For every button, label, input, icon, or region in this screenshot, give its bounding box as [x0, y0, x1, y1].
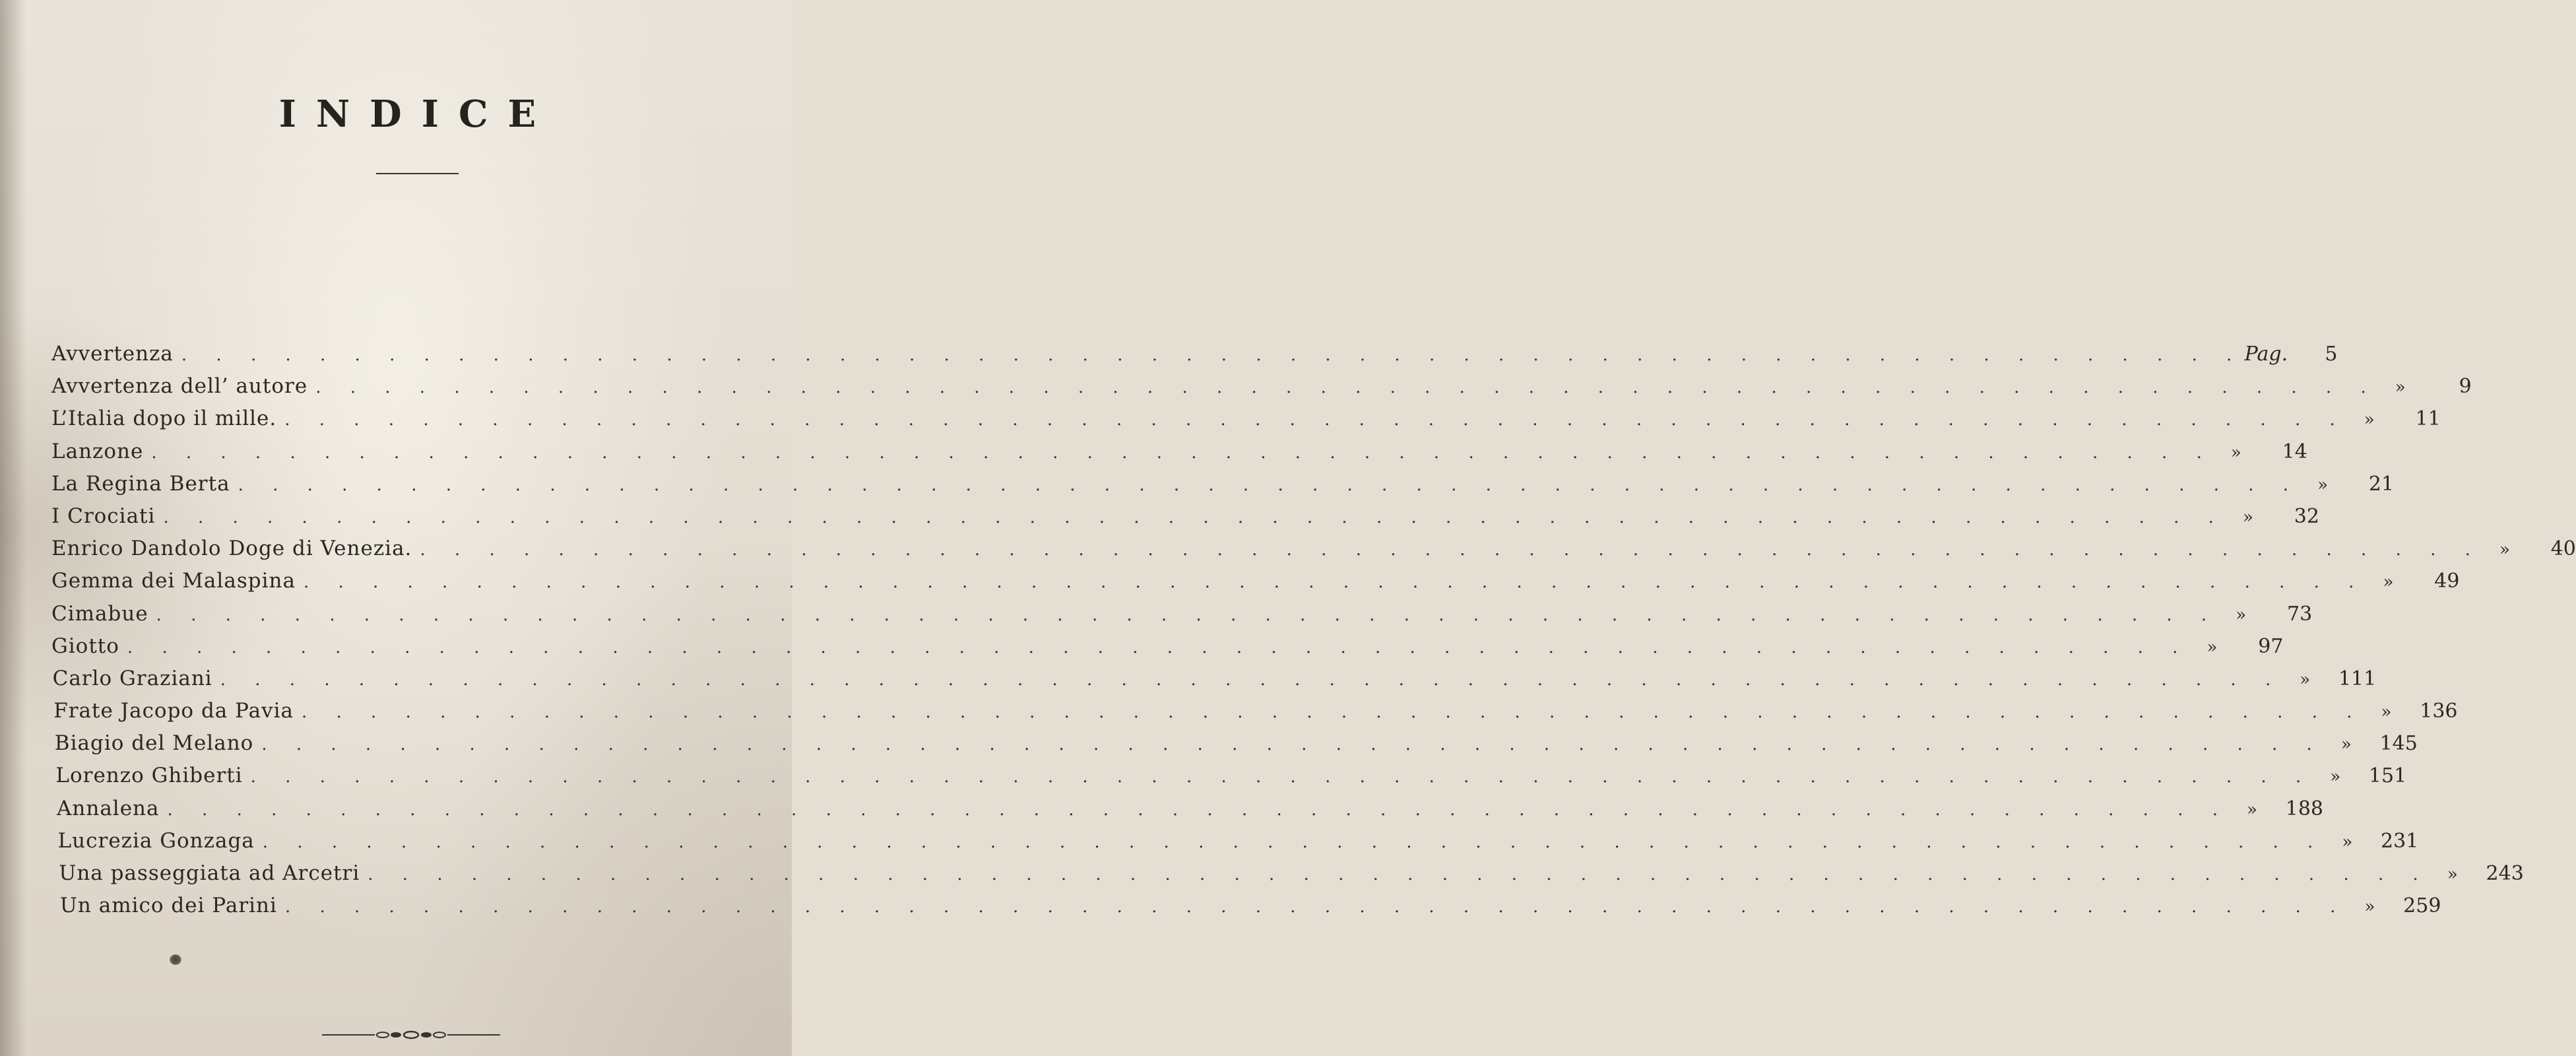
page-marker: »	[2395, 378, 2406, 398]
toc-entry	[51, 439, 2307, 472]
dot-leader: . . . . . . . . . . . . . . . . . . . . . . . . . . . . . . . . . . . . . . . . . . . . . . . . . . . . . . . . . . . .	[151, 442, 2214, 463]
toc-entry	[53, 699, 2458, 731]
dot-leader: . . . . . . . . . . . . . . . . . . . . . . . . . . . . . . . . . . . . . . . . . . . . . . . . . . . . . . . . . . . .	[284, 410, 2347, 430]
page-number: 9	[2459, 375, 2472, 399]
toc-entry	[57, 796, 2324, 829]
page-marker: »	[2242, 507, 2253, 527]
dot-leader: . . . . . . . . . . . . . . . . . . . . . . . . . . . . . . . . . . . . . . . . . . . . . . . . . . . . . . . . . . . .	[420, 540, 2482, 560]
page-number: 40	[2550, 537, 2576, 561]
toc-entry	[59, 894, 2441, 926]
toc-entry-title: L’Italia dopo il mille.	[51, 407, 277, 431]
toc-entry-title: Annalena	[57, 796, 160, 820]
page-marker: »	[2340, 735, 2352, 755]
toc-entry-title: Carlo Graziani	[52, 666, 212, 690]
toc-entry	[51, 601, 2313, 634]
page-marker: »	[2247, 799, 2257, 820]
dot-leader: . . . . . . . . . . . . . . . . . . . . . . . . . . . . . . . . . . . . . . . . . . . . . . . . . . . . . . . . . . . .	[127, 637, 2190, 657]
toc-entry-title: Gemma dei Malaspina	[51, 569, 296, 593]
toc-entry	[51, 374, 2472, 407]
dot-leader: . . . . . . . . . . . . . . . . . . . . . . . . . . . . . . . . . . . . . . . . . . . . . . . . . . . . . . . . . . . .	[315, 378, 2378, 398]
ink-stain	[170, 954, 181, 965]
toc-entry	[51, 634, 2284, 667]
page-number: 14	[2282, 440, 2307, 463]
page-number: 151	[2368, 764, 2407, 788]
page-marker: »	[2364, 897, 2375, 917]
page-number: 243	[2486, 862, 2524, 885]
page-number: 49	[2434, 570, 2460, 593]
toc-entry	[55, 764, 2407, 796]
page-number: 21	[2368, 472, 2395, 496]
page-marker: »	[2206, 637, 2218, 657]
page-number: 32	[2294, 504, 2319, 528]
toc-entry-title: Avvertenza	[51, 342, 174, 366]
dot-leader: . . . . . . . . . . . . . . . . . . . . . . . . . . . . . . . . . . . . . . . . . . . . . . . . . . . . . . . . . . . .	[302, 702, 2364, 723]
page-number: 73	[2286, 602, 2313, 626]
dot-leader: . . . . . . . . . . . . . . . . . . . . . . . . . . . . . . . . . . . . . . . . . . . . . . . . . . . . . . . . . . . .	[163, 507, 2226, 527]
toc-entry-title: Lorenzo Ghiberti	[55, 764, 243, 788]
page-number: 97	[2258, 634, 2284, 658]
dot-leader: . . . . . . . . . . . . . . . . . . . . . . . . . . . . . . . . . . . . . . . . . . . . . . . . . . . . . . . . . . . .	[238, 475, 2301, 495]
toc-entry-title: Avvertenza dell’ autore	[51, 374, 308, 399]
page-marker: »	[2300, 669, 2311, 690]
page-number: 231	[2381, 829, 2419, 853]
page-marker: »	[2364, 410, 2375, 430]
page-number: 188	[2285, 797, 2324, 820]
page-number: 111	[2338, 667, 2377, 690]
toc-entry-title: La Regina Berta	[51, 471, 230, 496]
toc-entry	[59, 861, 2524, 894]
toc-entry	[54, 731, 2418, 764]
dot-leader: . . . . . . . . . . . . . . . . . . . . . . . . . . . . . . . . . . . . . . . . . . . . . . . . . . . . . . . . . . . .	[181, 345, 2244, 365]
page-edge-shadow	[0, 0, 26, 1056]
toc-entry-title: Biagio del Melano	[54, 731, 254, 756]
toc-entry-title: Lanzone	[51, 439, 144, 463]
table-of-contents	[51, 342, 2576, 926]
page-number: 11	[2415, 407, 2441, 431]
toc-entry-title: Un amico dei Parini	[59, 894, 277, 918]
page-marker: »	[2330, 767, 2341, 787]
page-marker: »	[2447, 865, 2458, 884]
toc-entry	[51, 407, 2441, 439]
toc-entry	[51, 537, 2576, 569]
dot-leader: . . . . . . . . . . . . . . . . . . . . . . . . . . . . . . . . . . . . . . . . . . . . . . . . . . . . . . . . . . . .	[284, 897, 2348, 917]
page-marker: »	[2236, 605, 2247, 625]
page-title: INDICE	[278, 92, 556, 136]
toc-entry-title: Cimabue	[51, 601, 148, 626]
page-number: 136	[2420, 700, 2458, 723]
toc-entry-title: I Crociati	[51, 504, 156, 528]
toc-entry	[52, 666, 2377, 699]
toc-entry	[57, 828, 2419, 861]
toc-entry-title: Enrico Dandolo Doge di Venezia.	[51, 537, 412, 561]
toc-entry	[51, 342, 2338, 374]
ornament-divider	[322, 1028, 500, 1041]
page-marker: »	[2342, 832, 2353, 852]
toc-entry	[51, 471, 2395, 504]
page-marker: Pag.	[2244, 343, 2288, 366]
toc-entry-title: Frate Jacopo da Pavia	[53, 699, 294, 723]
page-marker: »	[2230, 442, 2241, 463]
dot-leader: . . . . . . . . . . . . . . . . . . . . . . . . . . . . . . . . . . . . . . . . . . . . . . . . . . . . . . . . . . . .	[156, 605, 2219, 625]
toc-entry-title: Giotto	[51, 634, 119, 658]
dot-leader: . . . . . . . . . . . . . . . . . . . . . . . . . . . . . . . . . . . . . . . . . . . . . . . . . . . . . . . . . . . .	[220, 669, 2283, 690]
dot-leader: . . . . . . . . . . . . . . . . . . . . . . . . . . . . . . . . . . . . . . . . . . . . . . . . . . . . . . . . . . . .	[303, 572, 2366, 593]
page-marker: »	[2381, 702, 2392, 723]
page-marker: »	[2499, 540, 2510, 560]
page-number: 259	[2403, 894, 2441, 918]
page-marker: »	[2383, 572, 2394, 593]
dot-leader: . . . . . . . . . . . . . . . . . . . . . . . . . . . . . . . . . . . . . . . . . . . . . . . . . . . . . . . . . . . .	[262, 832, 2325, 852]
dot-leader: . . . . . . . . . . . . . . . . . . . . . . . . . . . . . . . . . . . . . . . . . . . . . . . . . . . . . . . . . . . .	[261, 735, 2324, 755]
page-number: 145	[2379, 732, 2418, 756]
page-number: 5	[2325, 343, 2338, 366]
toc-entry-title: Una passeggiata ad Arcetri	[59, 861, 360, 885]
dot-leader: . . . . . . . . . . . . . . . . . . . . . . . . . . . . . . . . . . . . . . . . . . . . . . . . . . . . . . . . . . . .	[167, 799, 2230, 820]
page-marker: »	[2317, 475, 2329, 495]
toc-entry	[51, 569, 2460, 601]
title-divider	[376, 173, 459, 174]
dot-leader: . . . . . . . . . . . . . . . . . . . . . . . . . . . . . . . . . . . . . . . . . . . . . . . . . . . . . . . . . . . .	[250, 767, 2313, 787]
toc-entry-title: Lucrezia Gonzaga	[57, 828, 255, 853]
toc-entry	[51, 504, 2319, 537]
dot-leader: . . . . . . . . . . . . . . . . . . . . . . . . . . . . . . . . . . . . . . . . . . . . . . . . . . . . . . . . . . . .	[368, 865, 2430, 884]
